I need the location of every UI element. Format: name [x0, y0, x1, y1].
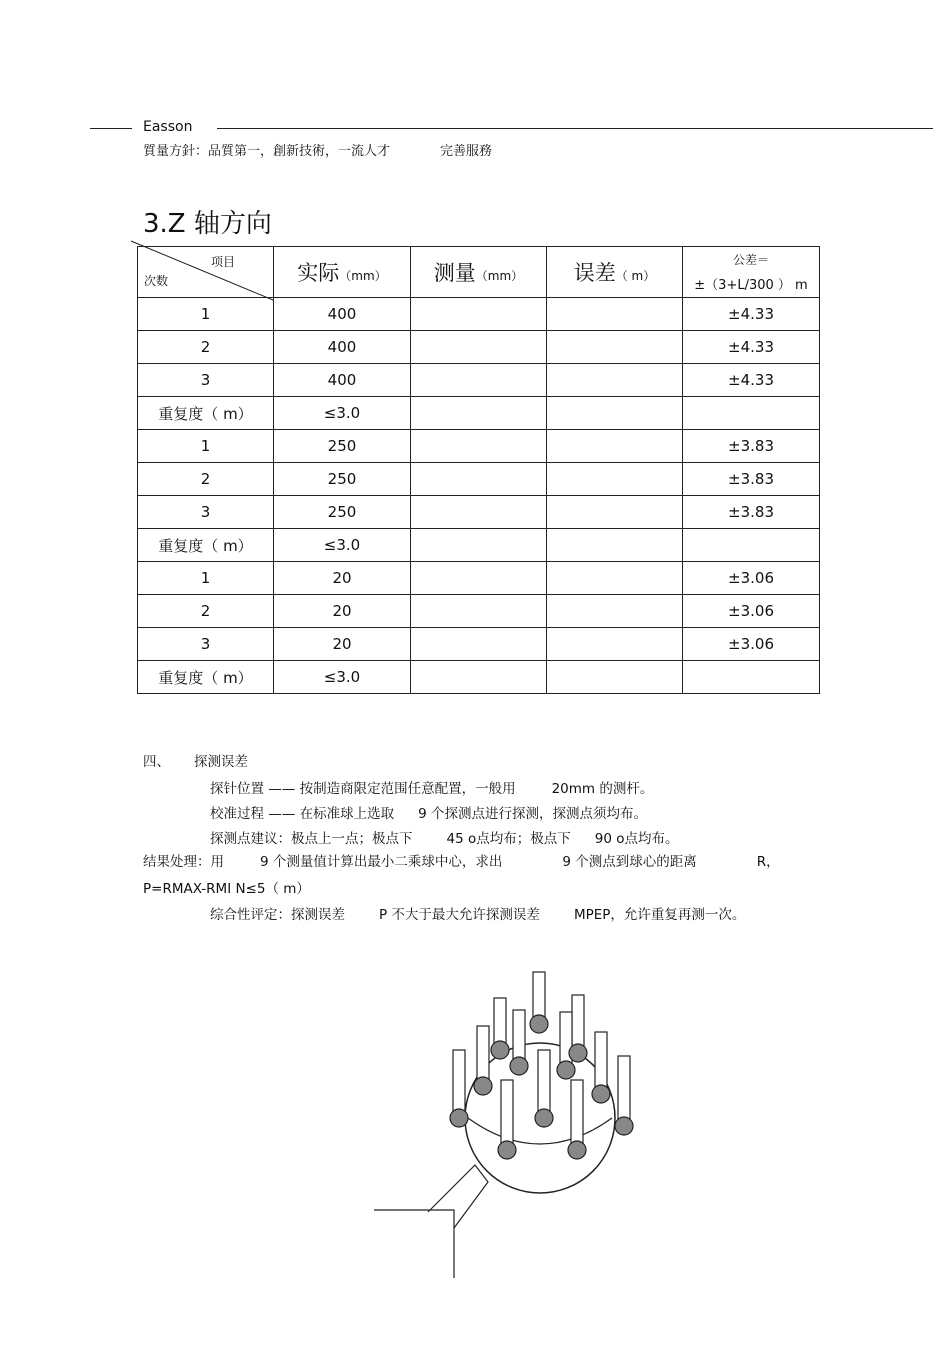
row-error-cell — [547, 628, 683, 661]
row-index-cell: 2 — [138, 331, 274, 364]
row-error-cell — [547, 496, 683, 529]
row-error-cell — [547, 661, 683, 694]
section4-line-4: 结果处理：用 9 个测量值计算出最小二乘球中心，求出 9 个测点到球心的距离 R， — [143, 854, 780, 870]
row-index-cell: 重复度（ m） — [138, 397, 274, 430]
row-index-cell: 3 — [138, 628, 274, 661]
row-measure-cell — [411, 463, 547, 496]
row-tolerance-cell: ±4.33 — [683, 298, 820, 331]
row-actual-cell: 400 — [274, 331, 411, 364]
header-measure: 测量（mm） — [411, 247, 547, 298]
header-error: 误差（ m） — [547, 247, 683, 298]
row-measure-cell — [411, 595, 547, 628]
section4-line-2: 校准过程 —— 在标准球上选取 9 个探测点进行探测，探测点须均布。 — [210, 806, 647, 822]
table-row — [138, 562, 820, 595]
table-row — [138, 430, 820, 463]
header-tolerance: 公差＝ ±（3+L/300 ） m — [683, 247, 820, 298]
row-index-cell: 重复度（ m） — [138, 661, 274, 694]
row-index-cell: 3 — [138, 496, 274, 529]
row-tolerance-cell: ±3.06 — [683, 595, 820, 628]
row-index-cell: 1 — [138, 430, 274, 463]
row-measure-cell — [411, 364, 547, 397]
row-tolerance-cell: ±3.06 — [683, 628, 820, 661]
row-index-cell: 重复度（ m） — [138, 529, 274, 562]
row-error-cell — [547, 562, 683, 595]
row-measure-cell — [411, 331, 547, 364]
row-actual-cell: 250 — [274, 463, 411, 496]
row-actual-cell: ≤3.0 — [274, 661, 411, 694]
row-tolerance-cell: ±4.33 — [683, 331, 820, 364]
corner-cell — [138, 247, 274, 298]
row-tolerance-cell: ±3.83 — [683, 496, 820, 529]
row-actual-cell: 250 — [274, 496, 411, 529]
corner-label-item: 项目 — [210, 255, 235, 269]
corner-label-count: 次数 — [144, 274, 169, 288]
row-error-cell — [547, 529, 683, 562]
row-tolerance-cell: ±3.83 — [683, 463, 820, 496]
row-actual-cell: ≤3.0 — [274, 397, 411, 430]
sphere-shank — [428, 1165, 488, 1228]
section4-line-1: 探针位置 —— 按制造商限定范围任意配置，一般用 20mm 的测杆。 — [210, 781, 654, 797]
table-row — [138, 463, 820, 496]
row-tolerance-cell — [683, 397, 820, 430]
table-row — [138, 331, 820, 364]
motto-left: 質量方針：品質第一，創新技術，一流人才 — [143, 144, 391, 159]
table-row — [138, 529, 820, 562]
row-actual-cell: 400 — [274, 364, 411, 397]
section4-heading — [143, 750, 248, 770]
section-title: 3.Z 轴方向 — [143, 209, 272, 239]
row-index-cell: 2 — [138, 463, 274, 496]
table-header-row — [138, 247, 820, 298]
table-row — [138, 496, 820, 529]
section4-title: 探测误差 — [194, 754, 248, 770]
row-actual-cell: ≤3.0 — [274, 529, 411, 562]
table-row — [138, 595, 820, 628]
fixture-outline — [374, 1210, 454, 1278]
row-tolerance-cell: ±3.83 — [683, 430, 820, 463]
row-measure-cell — [411, 562, 547, 595]
row-index-cell: 2 — [138, 595, 274, 628]
row-error-cell — [547, 430, 683, 463]
probe-sphere-illustration — [360, 960, 680, 1290]
row-error-cell — [547, 463, 683, 496]
row-error-cell — [547, 397, 683, 430]
header-rule-right — [217, 128, 933, 129]
row-actual-cell: 250 — [274, 430, 411, 463]
row-measure-cell — [411, 661, 547, 694]
row-tolerance-cell — [683, 529, 820, 562]
motto-right: 完善服務 — [440, 144, 493, 159]
row-measure-cell — [411, 496, 547, 529]
row-measure-cell — [411, 298, 547, 331]
z-axis-table — [137, 246, 820, 694]
row-tolerance-cell: ±3.06 — [683, 562, 820, 595]
table-row — [138, 628, 820, 661]
header-rule-left — [90, 128, 132, 129]
row-actual-cell: 20 — [274, 595, 411, 628]
section4-number: 四、 — [143, 754, 170, 770]
row-error-cell — [547, 595, 683, 628]
table-row — [138, 364, 820, 397]
header-actual: 实际（mm） — [274, 247, 411, 298]
row-index-cell: 3 — [138, 364, 274, 397]
row-measure-cell — [411, 397, 547, 430]
row-actual-cell: 20 — [274, 562, 411, 595]
table-row — [138, 298, 820, 331]
section4-line-5: P=RMAX-RMI N≤5（ m） — [143, 881, 310, 897]
row-index-cell: 1 — [138, 298, 274, 331]
table-row — [138, 661, 820, 694]
header-motto — [143, 140, 492, 159]
section4-line-3: 探测点建议：极点上一点；极点下 45 o点均布；极点下 90 o点均布。 — [210, 831, 679, 847]
row-index-cell: 1 — [138, 562, 274, 595]
row-error-cell — [547, 364, 683, 397]
row-measure-cell — [411, 628, 547, 661]
table-row — [138, 397, 820, 430]
row-error-cell — [547, 298, 683, 331]
row-measure-cell — [411, 529, 547, 562]
row-tolerance-cell: ±4.33 — [683, 364, 820, 397]
section4-line-6: 综合性评定：探测误差 P 不大于最大允许探测误差 MPEP，允许重复再测一次。 — [210, 907, 746, 923]
row-tolerance-cell — [683, 661, 820, 694]
row-actual-cell: 400 — [274, 298, 411, 331]
row-measure-cell — [411, 430, 547, 463]
row-error-cell — [547, 331, 683, 364]
row-actual-cell: 20 — [274, 628, 411, 661]
header-brand: Easson — [143, 119, 193, 135]
